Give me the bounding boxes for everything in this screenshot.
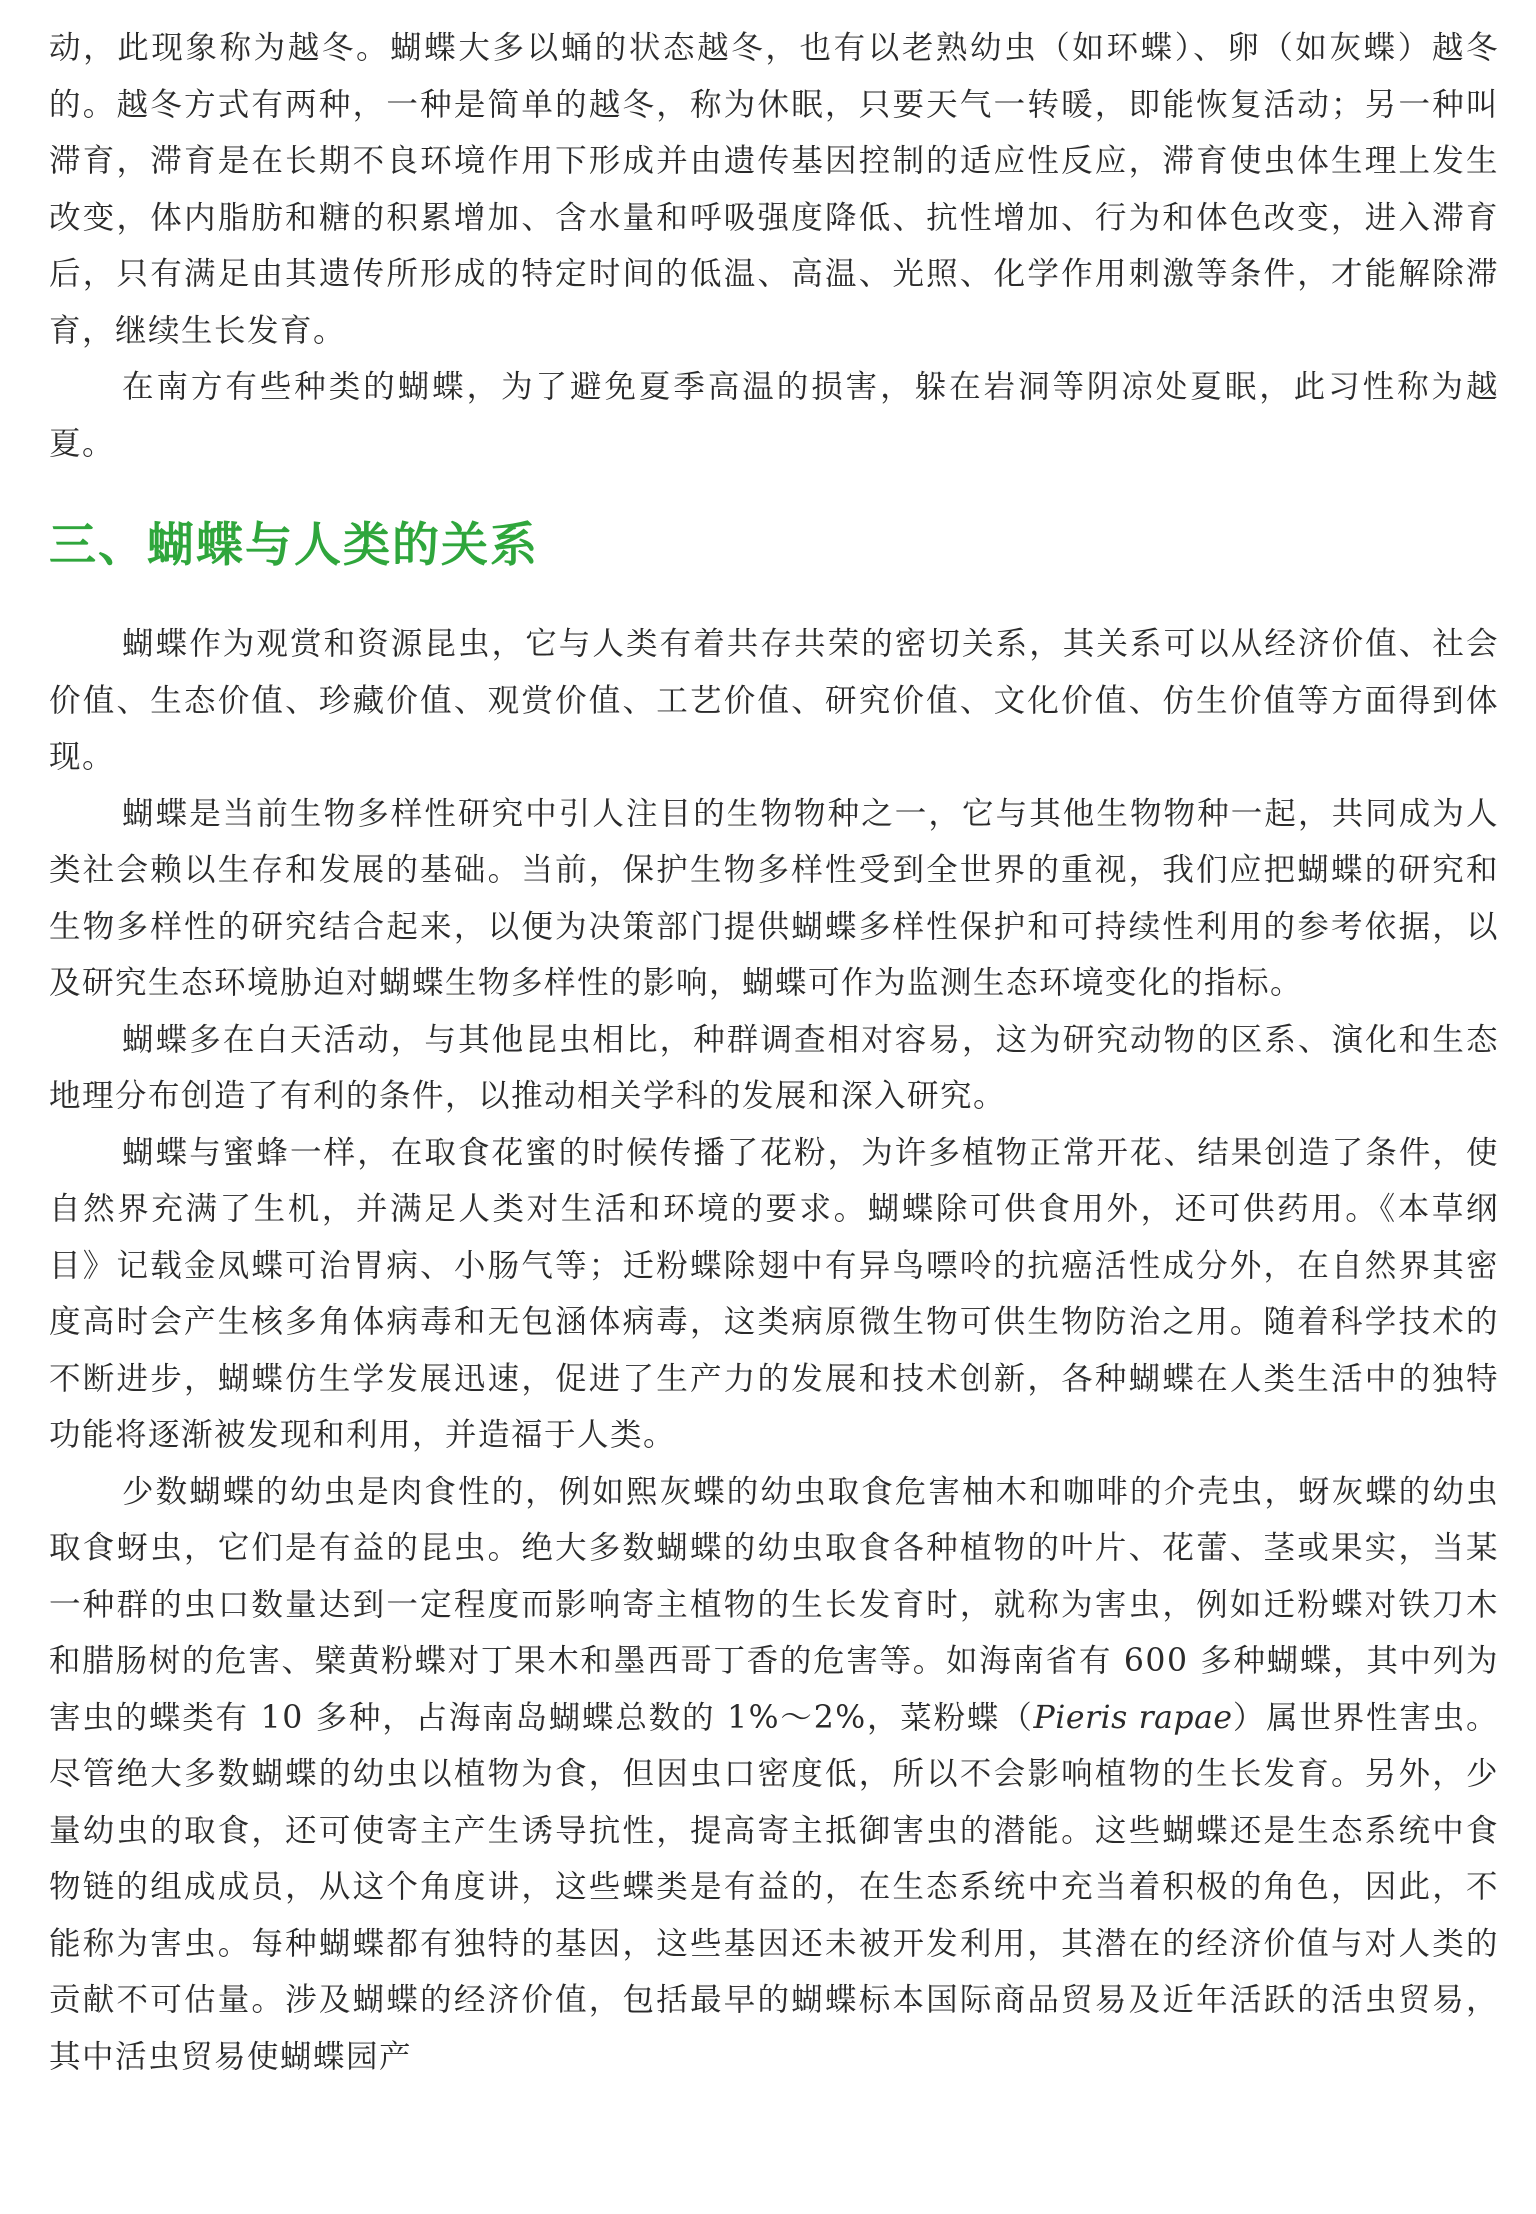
section-title: 三、蝴蝶与人类的关系 bbox=[49, 518, 539, 573]
paragraph-values: 蝴蝶作为观赏和资源昆虫，它与人类有着共存共荣的密切关系，其关系可以从经济价值、社会价值、生态价值、珍藏价值、观赏价值、工艺价值、研究价值、文化价值、仿生价值等方面得到体现。 bbox=[49, 626, 1499, 775]
paragraph-larvae bbox=[49, 1464, 1499, 2086]
paragraph-daytime-activity: 蝴蝶多在白天活动，与其他昆虫相比，种群调查相对容易，这为研究动物的区系、演化和生态地理分布创造了有利的条件，以推动相关学科的发展和深入研究。 bbox=[49, 1021, 1499, 1114]
paragraph-oversummering: 在南方有些种类的蝴蝶，为了避免夏季高温的损害，躲在岩洞等阴凉处夏眠，此习性称为越夏。 bbox=[49, 369, 1499, 462]
paragraph-biodiversity: 蝴蝶是当前生物多样性研究中引人注目的生物物种之一，它与其他生物物种一起，共同成为人类社会赖以生存和发展的基础。当前，保护生物多样性受到全世界的重视，我们应把蝴蝶的研究和生物多样性的研究结合起来，以便为决策部门提供蝴蝶多样性保护和可持续性利用的参考依据，以及研究生态环境胁迫对蝴蝶生物多样性的影响，蝴蝶可作为监测生态环境变化的指标。 bbox=[49, 795, 1499, 1001]
paragraph-pollination: 蝴蝶与蜜蜂一样，在取食花蜜的时候传播了花粉，为许多植物正常开花、结果创造了条件，使自然界充满了生机，并满足人类对生活和环境的要求。蝴蝶除可供食用外，还可供药用。《本草纲目》记载金凤蝶可治胃病、小肠气等；迁粉蝶除翅中有异鸟嘌呤的抗癌活性成分外，在自然界其密度高时会产生核多角体病毒和无包涵体病毒，这类病原微生物可供生物防治之用。随着科学技术的不断进步，蝴蝶仿生学发展迅速，促进了生产力的发展和技术创新，各种蝴蝶在人类生活中的独特功能将逐渐被发现和利用，并造福于人类。 bbox=[49, 1134, 1499, 1453]
species-name: Pieris rapae bbox=[1033, 1699, 1233, 1736]
paragraph-larvae-part1: 少数蝴蝶的幼虫是肉食性的，例如熙灰蝶的幼虫取食危害柚木和咖啡的介壳虫，蚜灰蝶的幼虫取食蚜虫，它们是有益的昆虫。绝大多数蝴蝶的幼虫取食各种植物的叶片、花蕾、茎或果实，当某一种群的虫口数量达到一定程度而影响寄主植物的生长发育时，就称为害虫，例如迁粉蝶对铁刀木和腊肠树的危害、檗黄粉蝶对丁果木和墨西哥丁香的危害等。如海南省有 600 多种蝴蝶，其中列为害虫的蝶类有 10 多种，占海南岛蝴蝶总数的 1%～2%，菜粉蝶（ bbox=[49, 1473, 1499, 1736]
paragraph-overwintering: 动，此现象称为越冬。蝴蝶大多以蛹的状态越冬，也有以老熟幼虫（如环蝶）、卵（如灰蝶）越冬的。越冬方式有两种，一种是简单的越冬，称为休眠，只要天气一转暖，即能恢复活动；另一种叫滞育，滞育是在长期不良环境作用下形成并由遗传基因控制的适应性反应，滞育使虫体生理上发生改变，体内脂肪和糖的积累增加、含水量和呼吸强度降低、抗性增加、行为和体色改变，进入滞育后，只有满足由其遗传所形成的特定时间的低温、高温、光照、化学作用刺激等条件，才能解除滞育，继续生长发育。 bbox=[49, 30, 1499, 349]
paragraph-larvae-part2: ）属世界性害虫。尽管绝大多数蝴蝶的幼虫以植物为食，但因虫口密度低，所以不会影响植物的生长发育。另外，少量幼虫的取食，还可使寄主产生诱导抗性，提高寄主抵御害虫的潜能。这些蝴蝶还是生态系统中食物链的组成成员，从这个角度讲，这些蝶类是有益的，在生态系统中充当着积极的角色，因此，不能称为害虫。每种蝴蝶都有独特的基因，这些基因还未被开发利用，其潜在的经济价值与对人类的贡献不可估量。涉及蝴蝶的经济价值，包括最早的蝴蝶标本国际商品贸易及近年活跃的活虫贸易，其中活虫贸易使蝴蝶园产 bbox=[49, 1699, 1499, 2075]
document-page bbox=[49, 20, 1499, 2085]
